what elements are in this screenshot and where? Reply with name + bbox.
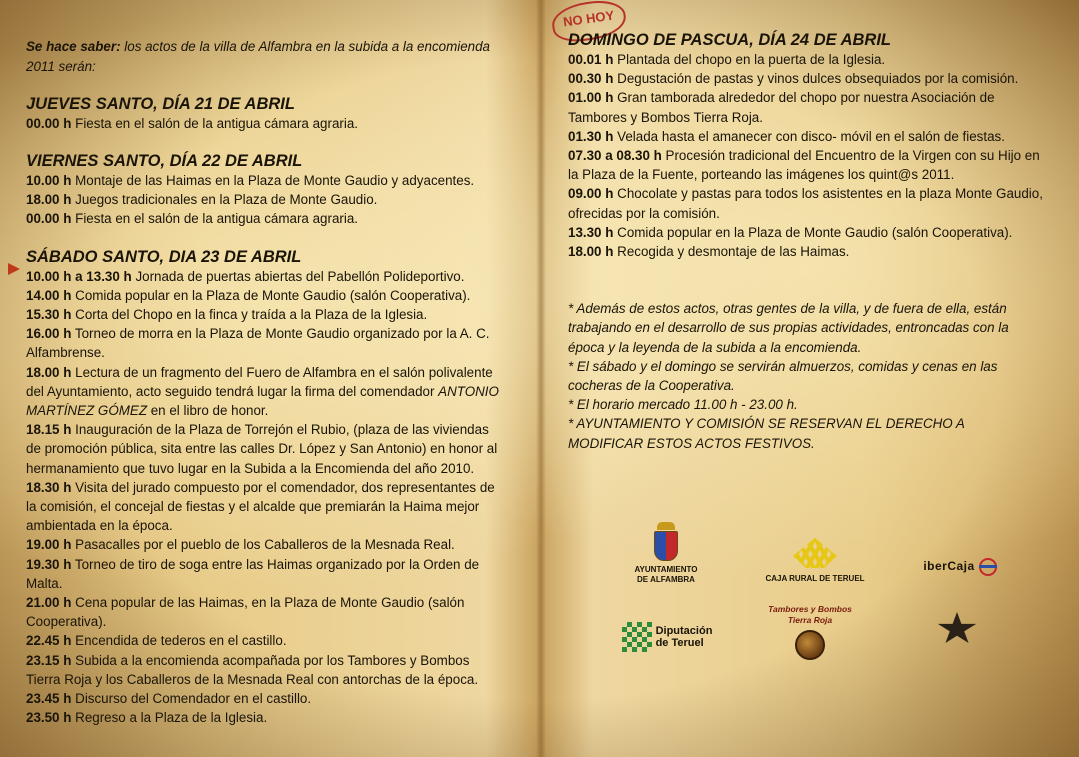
caja-rural-logo bbox=[760, 538, 870, 584]
event-text: Torneo de morra en la Plaza de Monte Gaudio organizado por la A. C. Alfambrense. bbox=[26, 326, 490, 361]
logo-line: Diputación bbox=[655, 625, 713, 637]
notes-block bbox=[568, 299, 1043, 453]
event-text: Regreso a la Plaza de la Iglesia. bbox=[71, 710, 268, 726]
ibercaja-symbol-icon bbox=[979, 558, 997, 576]
event-time: 18.00 h bbox=[568, 244, 614, 260]
event-item bbox=[26, 478, 506, 536]
red-arrow-marker bbox=[8, 263, 20, 275]
event-item bbox=[568, 242, 1043, 261]
event-item bbox=[26, 267, 506, 286]
note-item: * Además de estos actos, otras gentes de la villa, y de fuera de ella, están trabajando en el desarrollo de sus propias actividades, entroncadas con la época y la leyenda de la subida a la encomienda. bbox=[568, 301, 1009, 355]
event-text: Gran tamborada alrededor del chopo por nuestra Asociación de Tambores y Bombos Tierra Roja. bbox=[568, 90, 995, 125]
tambores-logo bbox=[766, 604, 854, 660]
ayuntamiento-logo bbox=[624, 522, 708, 585]
event-item bbox=[26, 171, 506, 190]
event-text: Fiesta en el salón de la antigua cámara agraria. bbox=[71, 211, 358, 227]
event-item bbox=[26, 593, 506, 631]
event-time: 22.45 h bbox=[26, 633, 72, 649]
event-time: 21.00 h bbox=[26, 595, 72, 611]
logo-line: AYUNTAMIENTO bbox=[634, 565, 698, 574]
event-text: Recogida y desmontaje de las Haimas. bbox=[613, 244, 850, 260]
crown-icon bbox=[657, 522, 675, 530]
event-time: 00.00 h bbox=[26, 211, 72, 227]
event-time: 16.00 h bbox=[26, 326, 72, 342]
intro-text: los actos de la villa de Alfambra en la subida a la encomienda 2011 serán: bbox=[26, 39, 490, 74]
event-time: 19.00 h bbox=[26, 537, 72, 553]
event-item bbox=[568, 127, 1043, 146]
diputacion-text bbox=[656, 625, 713, 649]
wheat-icon bbox=[793, 538, 837, 568]
event-time: 18.30 h bbox=[26, 479, 72, 495]
event-text: Comida popular en la Plaza de Monte Gaudio (salón Cooperativa). bbox=[613, 224, 1013, 240]
event-time: 18.15 h bbox=[26, 422, 72, 438]
event-time: 14.00 h bbox=[26, 287, 72, 303]
ibercaja-logo bbox=[910, 558, 1010, 576]
event-item bbox=[26, 708, 506, 727]
event-time: 18.00 h bbox=[26, 192, 72, 208]
event-text: Discurso del Comendador en el castillo. bbox=[71, 691, 312, 707]
event-item bbox=[26, 305, 506, 324]
event-item bbox=[26, 420, 506, 478]
event-time: 15.30 h bbox=[26, 307, 72, 323]
event-text: Corta del Chopo en la finca y traída a la Plaza de la Iglesia. bbox=[71, 307, 428, 323]
section-jueves bbox=[26, 94, 506, 133]
logo-line: DE ALFAMBRA bbox=[637, 575, 695, 584]
right-column bbox=[568, 30, 1043, 453]
section-sabado bbox=[26, 247, 506, 728]
event-text: Comida popular en la Plaza de Monte Gaudio (salón Cooperativa). bbox=[71, 287, 471, 303]
diputacion-logo bbox=[612, 622, 722, 652]
ibercaja-text: iberCaja bbox=[923, 559, 975, 574]
event-text: Juegos tradicionales en la Plaza de Monte Gaudio. bbox=[71, 192, 378, 208]
event-item bbox=[26, 631, 506, 650]
event-text: Subida a la encomienda acompañada por los Tambores y Bombos Tierra Roja y los Caballeros de la Mesnada Real con antorchas de la época. bbox=[26, 652, 479, 687]
event-time: 23.50 h bbox=[26, 710, 72, 726]
event-time: 19.30 h bbox=[26, 556, 72, 572]
star-icon bbox=[937, 612, 977, 646]
logo-line: Tierra Roja bbox=[787, 615, 833, 625]
event-time: 01.30 h bbox=[568, 128, 614, 144]
section-domingo bbox=[568, 30, 1043, 261]
note-item: * El sábado y el domingo se servirán almuerzos, comidas y cenas en las cocheras de la Cooperativa. bbox=[568, 358, 998, 394]
event-text: Plantada del chopo en la puerta de la Iglesia. bbox=[613, 52, 886, 67]
event-item bbox=[568, 50, 1043, 69]
event-time: 00.00 h bbox=[26, 115, 72, 131]
note-item: * El horario mercado 11.00 h - 23.00 h. bbox=[568, 397, 798, 413]
event-item bbox=[26, 190, 506, 209]
section-title: SÁBADO SANTO, DIA 23 DE ABRIL bbox=[26, 247, 302, 266]
event-time: 01.00 h bbox=[568, 90, 614, 106]
event-item bbox=[26, 363, 506, 421]
section-title: DOMINGO DE PASCUA, DÍA 24 DE ABRIL bbox=[568, 31, 891, 49]
logo-line: Tambores y Bombos bbox=[768, 604, 852, 614]
event-text: Cena popular de las Haimas, en la Plaza de Monte Gaudio (salón Cooperativa). bbox=[26, 595, 465, 630]
logo-line: de Teruel bbox=[655, 637, 704, 649]
event-text: Pasacalles por el pueblo de los Caballeros de la Mesnada Real. bbox=[71, 537, 455, 553]
event-time: 00.01 h bbox=[568, 52, 614, 67]
event-item bbox=[26, 651, 506, 689]
event-item bbox=[568, 88, 1043, 126]
event-text: Procesión tradicional del Encuentro de la Virgen con su Hijo en la Plaza de la Fuente, porteando las imágenes los quint@s 2011. bbox=[568, 148, 1040, 183]
event-item bbox=[26, 555, 506, 593]
event-item bbox=[26, 114, 506, 133]
page-fold bbox=[536, 0, 546, 757]
event-text: Jornada de puertas abiertas del Pabellón Polideportivo. bbox=[131, 268, 465, 284]
event-time: 09.00 h bbox=[568, 186, 614, 202]
logo-line: CAJA RURAL DE TERUEL bbox=[765, 574, 865, 583]
event-time: 10.00 h a 13.30 h bbox=[26, 268, 132, 284]
star-emblem-logo bbox=[930, 612, 984, 646]
event-time: 23.45 h bbox=[26, 691, 72, 707]
drum-icon bbox=[795, 630, 825, 660]
event-text: Velada hasta el amanecer con disco- móvil en el salón de fiestas. bbox=[613, 128, 1005, 144]
section-viernes bbox=[26, 151, 506, 229]
event-item bbox=[26, 324, 506, 362]
no-hoy-stamp: NO HOY bbox=[550, 0, 629, 45]
event-time: 00.30 h bbox=[568, 71, 614, 87]
coat-of-arms-icon bbox=[654, 531, 678, 561]
event-text: Chocolate y pastas para todos los asistentes en la plaza Monte Gaudio, ofrecidas por la comisión. bbox=[568, 186, 1043, 221]
checkerboard-icon bbox=[622, 622, 652, 652]
comendador-name: ANTONIO MARTÍNEZ GÓMEZ bbox=[26, 383, 499, 419]
event-time: 23.15 h bbox=[26, 652, 72, 668]
event-item bbox=[26, 689, 506, 708]
event-text: Visita del jurado compuesto por el comendador, dos representantes de la comisión, el concejal de fiestas y el alcalde que premiarán la Haima mejor ambientada en la época. bbox=[26, 479, 495, 534]
event-text: Encendida de tederos en el castillo. bbox=[71, 633, 287, 649]
event-time: 13.30 h bbox=[568, 224, 614, 240]
left-column bbox=[26, 24, 506, 745]
event-text: Lectura de un fragmento del Fuero de Alfambra en el salón polivalente del Ayuntamiento, acto seguido tendrá lugar la firma del comendador bbox=[26, 364, 493, 399]
event-text: Degustación de pastas y vinos dulces obsequiados por la comisión. bbox=[613, 71, 1019, 87]
intro-bold: Se hace saber: bbox=[26, 39, 121, 55]
event-text: Torneo de tiro de soga entre las Haimas organizado por la Orden de Malta. bbox=[26, 556, 480, 591]
event-text: Inauguración de la Plaza de Torrejón el Rubio, (plaza de las viviendas de promoción pública, sita entre las calles Dr. López y San Antonio) en honor al hermanamiento que tuvo lugar en la Subida a la Encomienda del año 2010. bbox=[26, 422, 498, 476]
event-item bbox=[568, 146, 1043, 184]
event-item bbox=[26, 286, 506, 305]
event-item bbox=[568, 69, 1043, 88]
section-title: VIERNES SANTO, DÍA 22 DE ABRIL bbox=[26, 152, 303, 170]
event-text-after: en el libro de honor. bbox=[147, 403, 269, 419]
event-text: Montaje de las Haimas en la Plaza de Monte Gaudio y adyacentes. bbox=[71, 173, 475, 188]
event-time: 10.00 h bbox=[26, 173, 72, 188]
event-item bbox=[568, 184, 1043, 222]
section-title: JUEVES SANTO, DÍA 21 DE ABRIL bbox=[26, 94, 295, 113]
event-time: 18.00 h bbox=[26, 364, 72, 380]
event-text: Fiesta en el salón de la antigua cámara agraria. bbox=[71, 115, 358, 131]
event-item bbox=[568, 223, 1043, 242]
event-item bbox=[26, 209, 506, 228]
note-item: * AYUNTAMIENTO Y COMISIÓN SE RESERVAN EL DERECHO A MODIFICAR ESTOS ACTOS FESTIVOS. bbox=[568, 416, 965, 451]
event-time: 07.30 a 08.30 h bbox=[568, 148, 662, 164]
event-item bbox=[26, 535, 506, 554]
intro-paragraph bbox=[26, 37, 506, 75]
